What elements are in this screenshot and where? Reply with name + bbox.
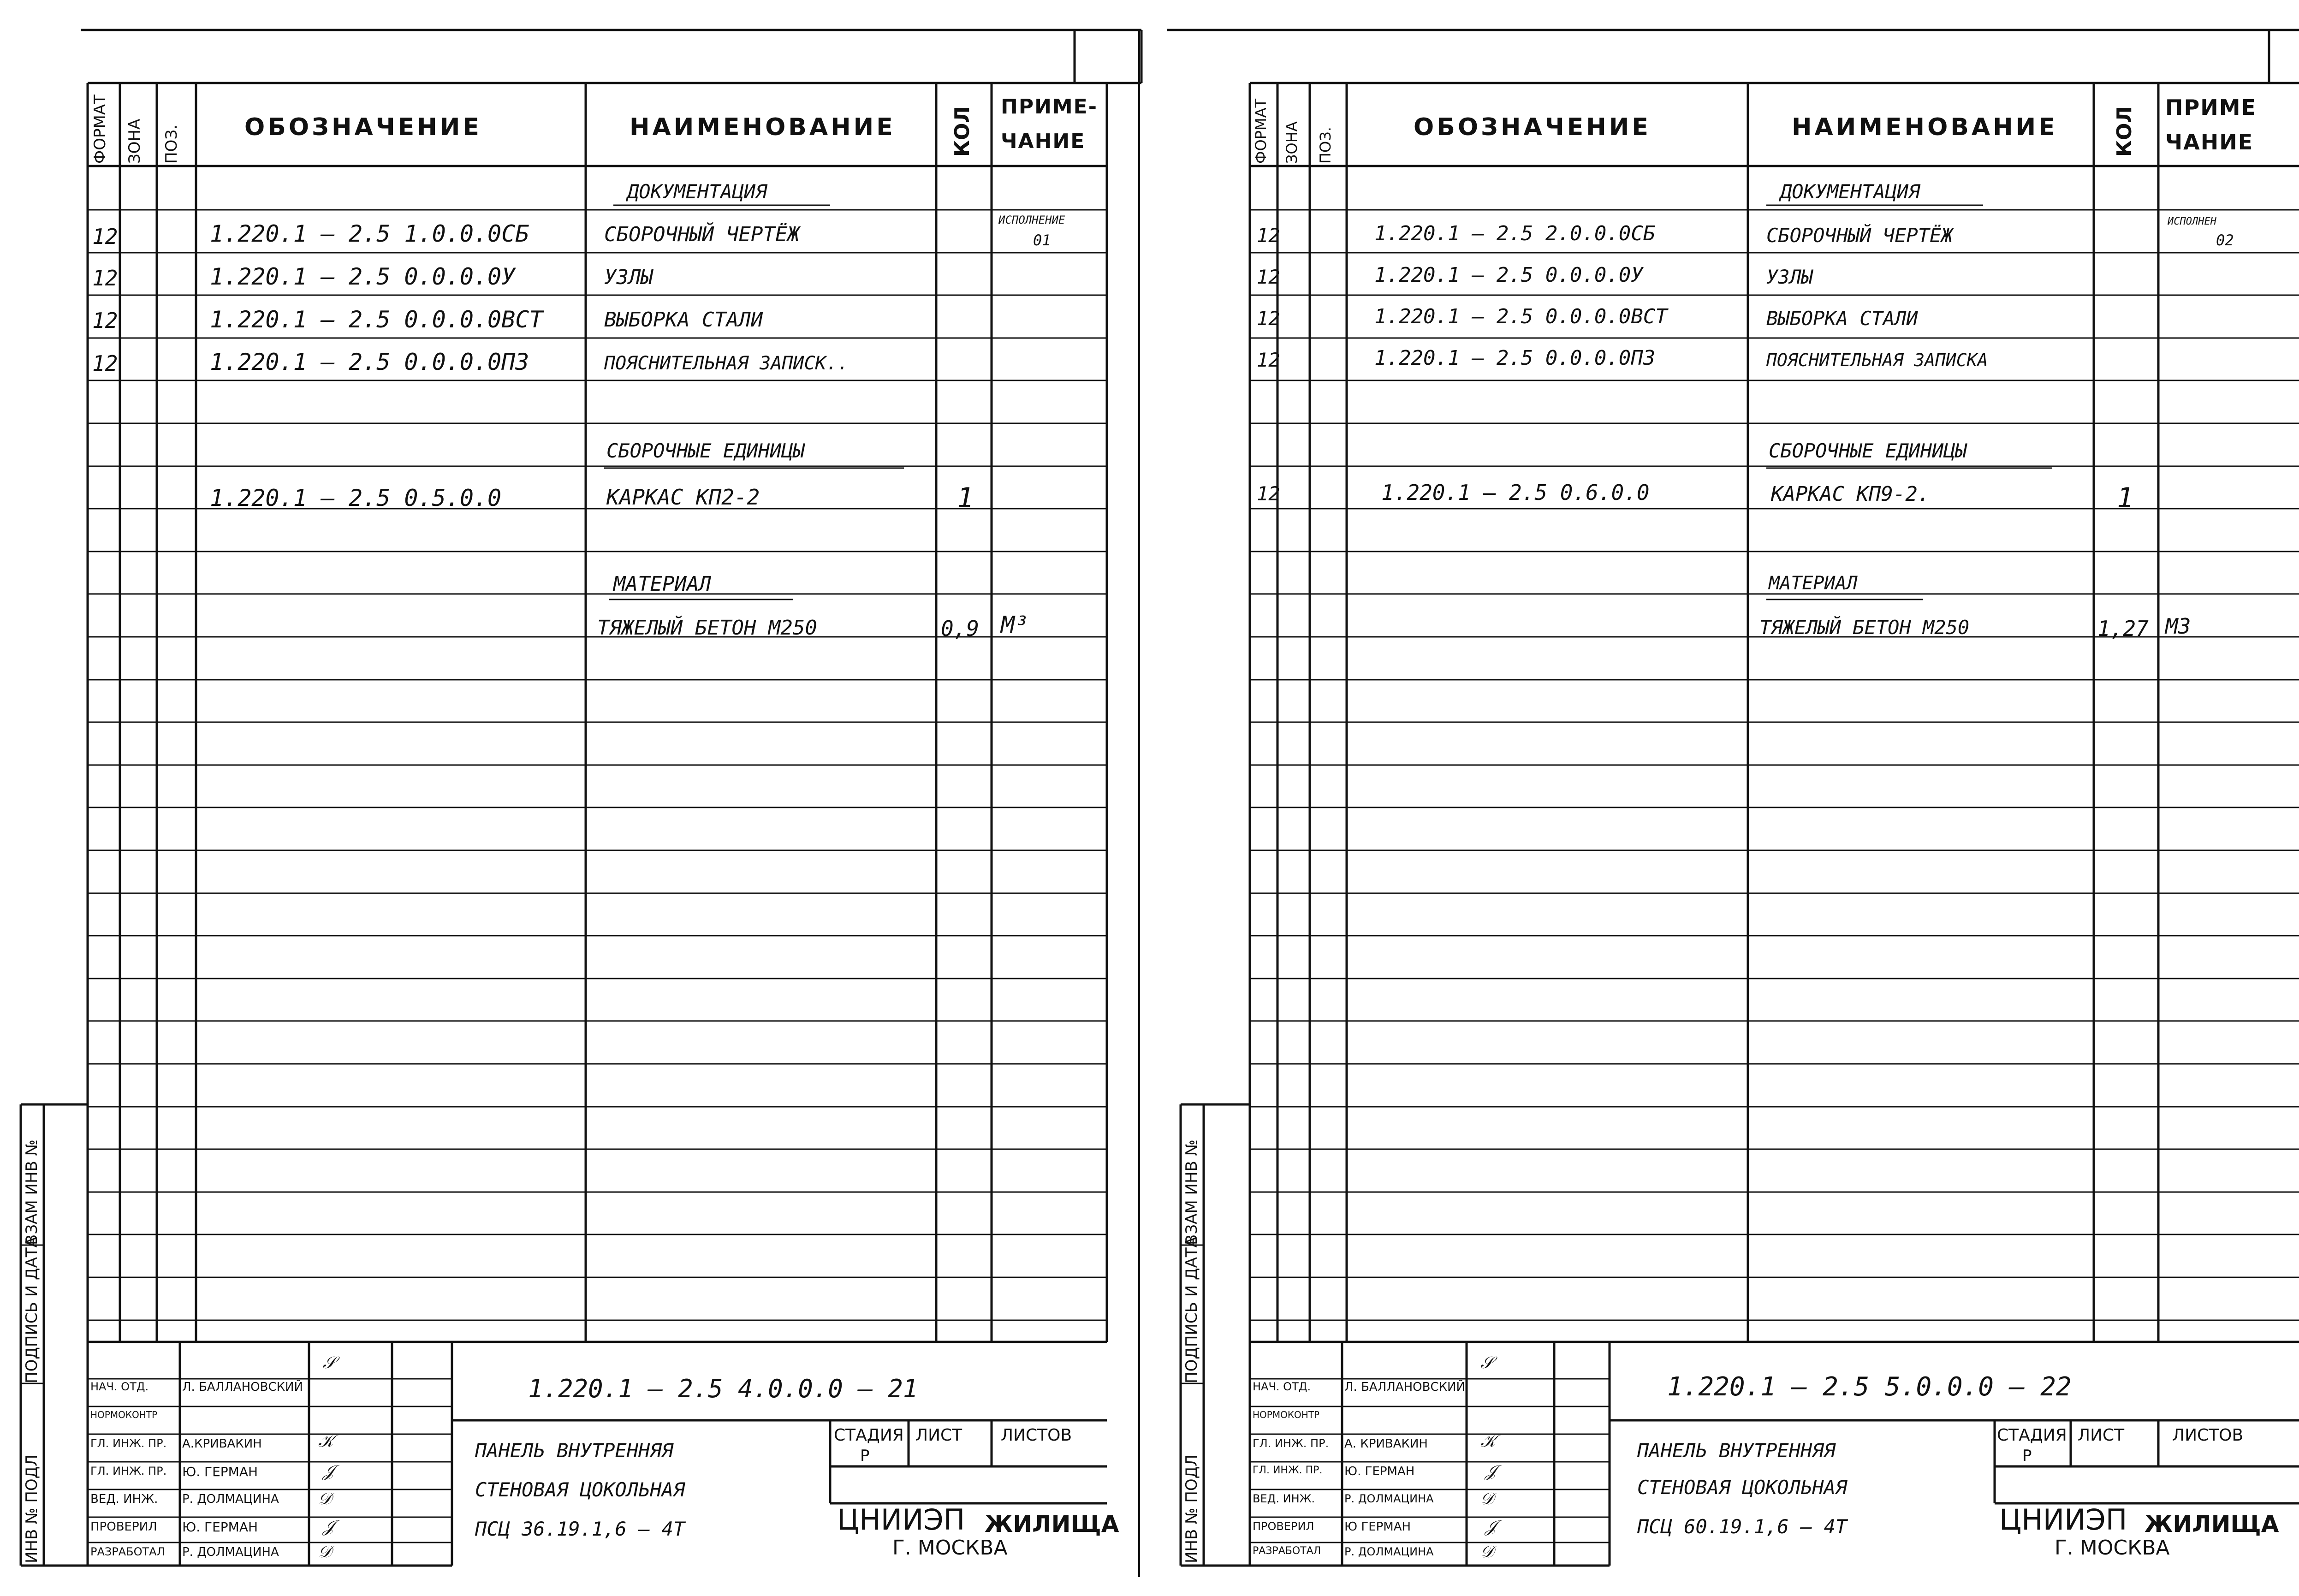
doc-code: 1.220.1 – 2.5 4.0.0.0 – 21 (528, 1374, 918, 1403)
org-name: ЖИЛИЩА (985, 1511, 1119, 1537)
row-designation: 1.220.1 – 2.5 0.5.0.0 (210, 485, 502, 511)
row-name: ПОЯСНИТЕЛЬНАЯ ЗАПИСК.. (604, 353, 849, 374)
staff-role: ПРОВЕРИЛ (90, 1520, 157, 1534)
signature-mark: 𝒟 (1480, 1543, 1494, 1561)
row-designation: 1.220.1 – 2.5 0.0.0.0У (210, 263, 516, 290)
staff-role: РАЗРАБОТАЛ (1253, 1545, 1321, 1557)
staff-role: ПРОВЕРИЛ (1253, 1520, 1314, 1533)
signature-mark: 𝒥 (323, 1462, 334, 1481)
sheets-label: ЛИСТОВ (1001, 1426, 1072, 1445)
stage-value: Р (2022, 1447, 2032, 1465)
row-name: ПОЯСНИТЕЛЬНАЯ ЗАПИСКА (1766, 350, 1988, 370)
org-city: Г. МОСКВА (892, 1536, 1008, 1560)
doc-desc: ПСЦ 60.19.1,6 – 4Т (1637, 1515, 1848, 1538)
org-name: ЖИЛИЩА (2145, 1511, 2279, 1537)
header-pos: ПОЗ. (1317, 127, 1334, 164)
org-name: ЦНИИЭП (1999, 1503, 2127, 1537)
row-name: ВЫБОРКА СТАЛИ (1766, 307, 1918, 330)
row-note: 01 (1033, 231, 1051, 249)
header-zone: ЗОНА (125, 119, 144, 164)
side-label-sign: ПОДПИСЬ И ДАТА (1182, 1237, 1201, 1383)
header-note-2: ЧАНИЕ (2165, 130, 2254, 154)
side-label-vzam: ВЗАМ ИНВ № (23, 1139, 41, 1245)
spec-sheet-right (1167, 0, 2299, 1596)
staff-role: НОРМОКОНТР (90, 1409, 158, 1420)
row-format: 12 (1257, 482, 1280, 505)
sheet-label: ЛИСТ (915, 1426, 962, 1445)
row-note: 02 (2216, 231, 2234, 249)
staff-role: ВЕД. ИНЖ. (1253, 1492, 1315, 1505)
sheet-right-grid (1167, 0, 2299, 1596)
row-name: СБОРОЧНЫЙ ЧЕРТЁЖ (604, 223, 800, 246)
header-designation: ОБОЗНАЧЕНИЕ (1414, 113, 1651, 141)
row-format: 12 (92, 351, 118, 376)
spec-sheet-left (0, 0, 1148, 1596)
side-label-vzam: ВЗАМ ИНВ № (1182, 1139, 1201, 1245)
row-note: М³ (1001, 611, 1029, 638)
side-label-sign: ПОДПИСЬ И ДАТА (23, 1237, 41, 1383)
header-format: ФОРМАТ (1252, 98, 1270, 164)
row-section-assembly: СБОРОЧНЫЕ ЕДИНИЦЫ (606, 439, 805, 462)
signature-mark: 𝒥 (323, 1517, 334, 1536)
row-designation: 1.220.1 – 2.5 2.0.0.0СБ (1374, 222, 1656, 245)
signature-mark: 𝒥 (1485, 1517, 1497, 1536)
header-qty: КОЛ (950, 106, 974, 157)
header-format: ФОРМАТ (91, 95, 109, 164)
staff-person: Р. ДОЛМАЦИНА (182, 1492, 279, 1506)
header-name: НАИМЕНОВАНИЕ (630, 113, 896, 141)
staff-person: Ю ГЕРМАН (1344, 1520, 1411, 1534)
row-format: 12 (1257, 266, 1280, 288)
signature-mark: 𝒥 (1485, 1462, 1497, 1481)
doc-desc: СТЕНОВАЯ ЦОКОЛЬНАЯ (475, 1478, 685, 1501)
staff-role: ГЛ. ИНЖ. ПР. (90, 1465, 167, 1477)
row-designation: 1.220.1 – 2.5 0.0.0.0ПЗ (1374, 346, 1656, 370)
staff-person: Р. ДОЛМАЦИНА (182, 1545, 279, 1559)
header-note-1: ПРИМЕ (2165, 95, 2257, 120)
staff-person: А.КРИВАКИН (182, 1437, 262, 1451)
doc-code: 1.220.1 – 2.5 5.0.0.0 – 22 (1667, 1372, 2072, 1402)
sheet-label: ЛИСТ (2078, 1426, 2125, 1445)
staff-person: Л. БАЛЛАНОВСКИЙ (1344, 1380, 1465, 1394)
row-section-assembly: СБОРОЧНЫЕ ЕДИНИЦЫ (1769, 439, 1967, 462)
org-name: ЦНИИЭП (837, 1503, 965, 1537)
staff-person: А. КРИВАКИН (1344, 1437, 1428, 1451)
row-name: ТЯЖЕЛЫЙ БЕТОН М250 (597, 616, 817, 640)
row-qty: 1 (2117, 482, 2134, 514)
staff-role: НАЧ. ОТД. (90, 1380, 149, 1393)
sheets-label: ЛИСТОВ (2172, 1426, 2244, 1445)
staff-person: Ю. ГЕРМАН (182, 1519, 258, 1535)
row-name: СБОРОЧНЫЙ ЧЕРТЁЖ (1766, 224, 1953, 247)
header-pos: ПОЗ. (162, 125, 181, 164)
row-name: УЗЛЫ (1766, 266, 1813, 288)
staff-role: ГЛ. ИНЖ. ПР. (1253, 1437, 1329, 1450)
doc-desc: ПАНЕЛЬ ВНУТРЕННЯЯ (475, 1439, 673, 1462)
header-name: НАИМЕНОВАНИЕ (1792, 113, 2058, 141)
staff-person: Л. БАЛЛАНОВСКИЙ (182, 1380, 303, 1394)
signature-mark: 𝒮 (1480, 1353, 1493, 1372)
signature-mark: 𝒦 (318, 1432, 334, 1451)
org-city: Г. МОСКВА (2055, 1536, 2170, 1560)
row-note: ИСПОЛНЕНИЕ (998, 214, 1065, 226)
row-name: КАРКАС КП2-2 (606, 485, 760, 510)
row-designation: 1.220.1 – 2.5 0.0.0.0ВСТ (210, 306, 543, 333)
stage-value: Р (860, 1447, 870, 1465)
doc-desc: ПСЦ 36.19.1,6 – 4Т (475, 1518, 685, 1540)
row-designation: 1.220.1 – 2.5 0.0.0.0ВСТ (1374, 305, 1668, 328)
doc-desc: СТЕНОВАЯ ЦОКОЛЬНАЯ (1637, 1476, 1848, 1499)
row-format: 12 (1257, 307, 1280, 330)
signature-mark: 𝒟 (318, 1543, 332, 1561)
side-label-inv: ИНВ № ПОДЛ (1182, 1454, 1201, 1563)
row-format: 12 (92, 308, 118, 333)
staff-person: Р. ДОЛМАЦИНА (1344, 1492, 1434, 1505)
row-note: М3 (2165, 614, 2191, 639)
row-name: УЗЛЫ (604, 266, 653, 289)
staff-role: НОРМОКОНТР (1253, 1409, 1320, 1420)
staff-role: ГЛ. ИНЖ. ПР. (1253, 1465, 1323, 1476)
staff-person: Р. ДОЛМАЦИНА (1344, 1545, 1434, 1558)
row-designation: 1.220.1 – 2.5 0.0.0.0ПЗ (210, 349, 529, 375)
row-format: 12 (1257, 224, 1280, 247)
header-qty: КОЛ (2113, 106, 2136, 157)
row-designation: 1.220.1 – 2.5 0.0.0.0У (1374, 263, 1643, 287)
staff-role: ГЛ. ИНЖ. ПР. (90, 1437, 167, 1450)
row-section-documentation: ДОКУМЕНТАЦИЯ (1780, 180, 1920, 203)
row-qty: 0,9 (941, 616, 980, 641)
stage-label: СТАДИЯ (834, 1426, 904, 1445)
signature-mark: 𝒟 (318, 1489, 332, 1508)
staff-role: РАЗРАБОТАЛ (90, 1545, 165, 1558)
header-note-2: ЧАНИЕ (1001, 130, 1086, 153)
signature-mark: 𝒦 (1480, 1432, 1496, 1451)
row-qty: 1,27 (2097, 616, 2149, 641)
row-designation: 1.220.1 – 2.5 1.0.0.0СБ (210, 220, 529, 247)
header-designation: ОБОЗНАЧЕНИЕ (244, 113, 482, 141)
side-label-inv: ИНВ № ПОДЛ (23, 1454, 41, 1563)
row-format: 12 (92, 224, 118, 249)
signature-mark: 𝒮 (323, 1353, 336, 1372)
stage-label: СТАДИЯ (1997, 1426, 2067, 1445)
row-section-material: МАТЕРИАЛ (613, 572, 711, 596)
staff-person: Ю. ГЕРМАН (182, 1464, 258, 1479)
header-note-1: ПРИМЕ- (1001, 95, 1098, 119)
row-format: 12 (92, 266, 118, 291)
staff-role: НАЧ. ОТД. (1253, 1380, 1311, 1393)
row-name: ТЯЖЕЛЫЙ БЕТОН М250 (1759, 616, 1970, 639)
row-qty: 1 (957, 482, 974, 514)
sheet-left-grid (0, 0, 1148, 1596)
row-name: КАРКАС КП9-2. (1771, 482, 1930, 506)
staff-role: ВЕД. ИНЖ. (90, 1492, 158, 1506)
row-note: ИСПОЛНЕН (2168, 216, 2216, 227)
row-designation: 1.220.1 – 2.5 0.6.0.0 (1381, 480, 1650, 505)
row-format: 12 (1257, 349, 1280, 371)
row-section-material: МАТЕРИАЛ (1769, 573, 1858, 594)
row-name: ВЫБОРКА СТАЛИ (604, 308, 763, 332)
row-section-documentation: ДОКУМЕНТАЦИЯ (627, 180, 767, 203)
header-zone: ЗОНА (1283, 121, 1301, 164)
signature-mark: 𝒟 (1480, 1489, 1494, 1508)
doc-desc: ПАНЕЛЬ ВНУТРЕННЯЯ (1637, 1439, 1836, 1462)
staff-person: Ю. ГЕРМАН (1344, 1465, 1415, 1478)
